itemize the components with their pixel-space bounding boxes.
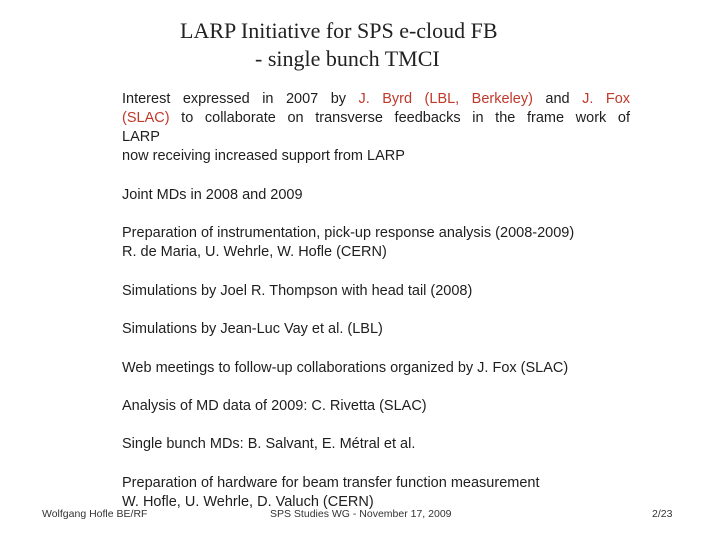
slac-highlight: (SLAC) (122, 110, 170, 126)
joint-mds-item (122, 186, 630, 205)
web-meetings-item (122, 359, 630, 378)
analysis-text: Analysis of MD data of 2009: C. Rivetta (SLAC) (122, 398, 427, 414)
preparation-line-2: R. de Maria, U. Wehrle, W. Hofle (CERN) (122, 244, 387, 260)
interest-text-b: and (532, 91, 583, 107)
hardware-line-1: Preparation of hardware for beam transfer function measurement (122, 475, 540, 491)
hardware-line-2: W. Hofle, U. Wehrle, D. Valuch (CERN) (122, 494, 374, 510)
page-subtitle: - single bunch TMCI (255, 46, 440, 71)
interest-line-2 (122, 109, 630, 128)
interest-line-1 (122, 90, 630, 109)
interest-text-c: to collaborate on transverse feedbacks in the frame work of (169, 110, 630, 126)
sim-vay-text: Simulations by Jean-Luc Vay et al. (LBL) (122, 321, 383, 337)
analysis-item (122, 397, 630, 416)
joint-mds-text: Joint MDs in 2008 and 2009 (122, 187, 303, 203)
sim-thompson-item (122, 282, 630, 301)
sim-vay-item (122, 320, 630, 339)
single-bunch-text: Single bunch MDs: B. Salvant, E. Métral et al. (122, 436, 416, 452)
byrd-highlight: J. Byrd (LBL, Berkeley) (358, 91, 533, 107)
interest-paragraph (122, 90, 630, 166)
interest-line-4: now receiving increased support from LARP (122, 148, 405, 164)
preparation-item (122, 224, 630, 262)
sim-thompson-text: Simulations by Joel R. Thompson with head tail (2008) (122, 283, 473, 299)
interest-text-a: Interest expressed in 2007 by (122, 91, 359, 107)
page-title: LARP Initiative for SPS e-cloud FB (180, 18, 498, 43)
footer-page-number: 2/23 (652, 508, 673, 520)
single-bunch-item (122, 435, 630, 454)
preparation-line-1: Preparation of instrumentation, pick-up response analysis (2008-2009) (122, 225, 575, 241)
hardware-item (122, 474, 630, 512)
footer-author: Wolfgang Hofle BE/RF (42, 508, 148, 520)
interest-line-3: LARP (122, 129, 160, 145)
web-meetings-text: Web meetings to follow-up collaborations organized by J. Fox (SLAC) (122, 360, 569, 376)
fox-highlight: J. Fox (582, 91, 631, 107)
footer-event: SPS Studies WG - November 17, 2009 (270, 508, 452, 520)
